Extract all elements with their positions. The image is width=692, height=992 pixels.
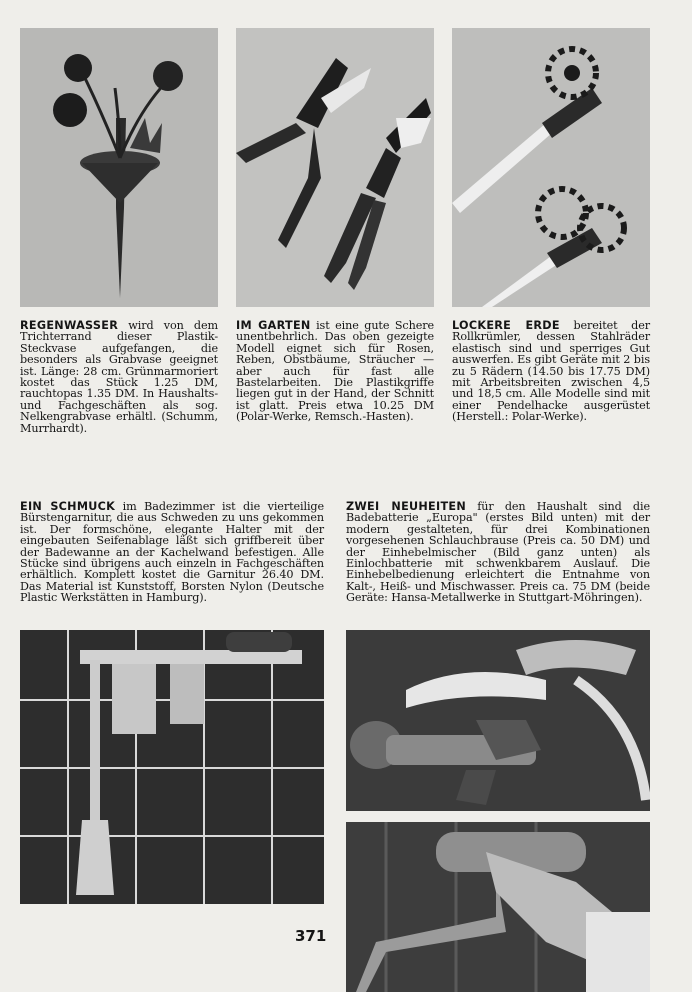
caption-schmuck-lead: EIN SCHMUCK <box>20 500 116 513</box>
caption-neuheiten <box>346 501 650 604</box>
caption-schmuck-text: im Badezimmer ist die vierteilige Bürstengarnitur, die aus Schweden zu uns gekommen ist. Der formschöne, elegante Halter mit der eingebauten Seifenablage läßt sich griffbereit über der Badewanne an der Kachelwand befestigen. Alle Stücke sind übrigens auch einzeln in Fachgeschäften erhältlich. Komplett kostet die Garnitur 26.40 DM. Das Material ist Kunststoff, Borsten Nylon (Deutsche Plastic Werkstätten in Hamburg). <box>20 500 324 605</box>
caption-erde-text: bereitet der Rollkrümler, dessen Stahlräder elastisch sind und sperriges Gut auswerfen. Es gibt Geräte mit 2 bis zu 5 Rädern (14.50 bis 17.75 DM) mit Arbeitsbreiten zwischen 4,5 und 18,5 cm. Alle Modelle sind mit einer Pendelhacke ausgerüstet (Herstell.: Polar-Werke). <box>452 319 650 424</box>
page-number: 371 <box>295 927 327 945</box>
caption-erde <box>452 320 650 423</box>
caption-regenwasser-text: wird von dem Trichterrand dieser Plastik-Steckvase aufgefangen, die besonders als Grabvase geeignet ist. Länge: 28 cm. Grünmarmoriert kostet das Stück 1.25 DM, rauchtopas 1.35 DM. In Haushalts- und Fachgeschäften als sog. Nelkengrabvase erhältl. (Schumm, Murrhardt). <box>20 319 218 435</box>
photo-garden-shears <box>236 28 434 307</box>
caption-regenwasser-lead: REGENWASSER <box>20 319 119 332</box>
caption-garten <box>236 320 434 423</box>
photo-grave-vase <box>20 28 218 307</box>
photo-brush-set <box>20 630 324 904</box>
photo-roll-cultivator <box>452 28 650 307</box>
caption-neuheiten-lead: ZWEI NEUHEITEN <box>346 500 466 513</box>
photo-single-lever-mixer <box>346 822 650 992</box>
caption-schmuck <box>20 501 324 604</box>
caption-erde-lead: LOCKERE ERDE <box>452 319 560 332</box>
caption-regenwasser <box>20 320 218 434</box>
caption-garten-text: ist eine gute Schere unentbehrlich. Das oben gezeigte Modell eignet sich für Rosen, Reben, Obstbäume, Sträucher — aber auch für fast alle Bastelarbeiten. Die Plastikgriffe liegen gut in der Hand, der Schnitt ist glatt. Preis etwa 10.25 DM (Polar-Werke, Remsch.-Hasten). <box>236 319 434 424</box>
caption-neuheiten-text: für den Haushalt sind die Badebatterie „Europa" (erstes Bild unten) mit der modern gestalteten, für drei Kombinationen vorgesehenen Schlauchbrause (Preis ca. 50 DM) und der Einhebelmischer (Bild ganz unten) als Einlochbatterie mit schwenkbarem Auslauf. Die Einhebelbedienung erleichtert die Entnahme von Kalt-, Heiß- und Mischwasser. Preis ca. 75 DM (beide Geräte: Hansa-Metallwerke in Stuttgart-Möhringen). <box>346 500 650 605</box>
caption-garten-lead: IM GARTEN <box>236 319 311 332</box>
photo-bath-mixer <box>346 630 650 811</box>
